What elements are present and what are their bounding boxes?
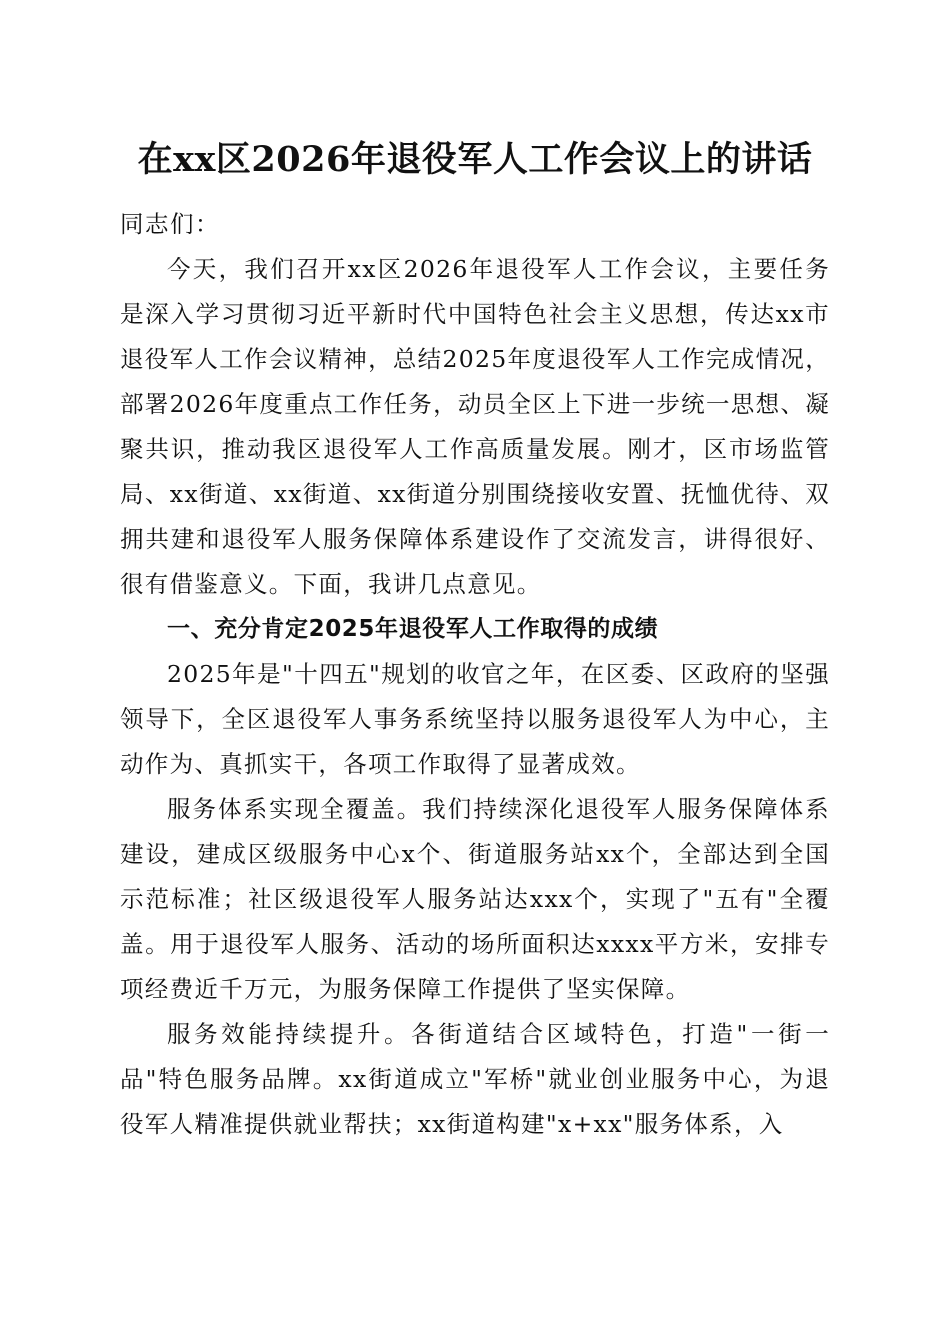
section-heading: 一、充分肯定2025年退役军人工作取得的成绩 <box>167 616 659 642</box>
section-paragraph-2: 服务体系实现全覆盖。我们持续深化退役军人服务保障体系建设，建成区级服务中心x个、街道服务站xx个，全部达到全国示范标准；社区级退役军人服务站达xxx个，实现了"五有"全覆盖。用于退役军人服务、活动的场所面积达xxxx平方米，安排专项经费近千万元，为服务保障工作提供了坚实保障。 <box>120 795 830 1003</box>
intro-paragraph: 今天，我们召开xx区2026年退役军人工作会议，主要任务是深入学习贯彻习近平新时代中国特色社会主义思想，传达xx市退役军人工作会议精神，总结2025年度退役军人工作完成情况，部署2026年度重点工作任务，动员全区上下进一步统一思想、凝聚共识，推动我区退役军人工作高质量发展。刚才，区市场监管局、xx街道、xx街道、xx街道分别围绕接收安置、抚恤优待、双拥共建和退役军人服务保障体系建设作了交流发言，讲得很好、很有借鉴意义。下面，我讲几点意见。 <box>120 255 830 598</box>
section-paragraph-1: 2025年是"十四五"规划的收官之年，在区委、区政府的坚强领导下，全区退役军人事务系统坚持以服务退役军人为中心，主动作为、真抓实干，各项工作取得了显著成效。 <box>120 660 830 778</box>
section-paragraph-3: 服务效能持续提升。各街道结合区域特色，打造"一街一品"特色服务品牌。xx街道成立"军桥"就业创业服务中心，为退役军人精准提供就业帮扶；xx街道构建"x+xx"服务体系，入 <box>120 1020 830 1138</box>
document-body <box>120 202 830 1147</box>
document-title: 在xx区2026年退役军人工作会议上的讲话 <box>137 139 813 180</box>
salutation: 同志们： <box>120 210 220 238</box>
